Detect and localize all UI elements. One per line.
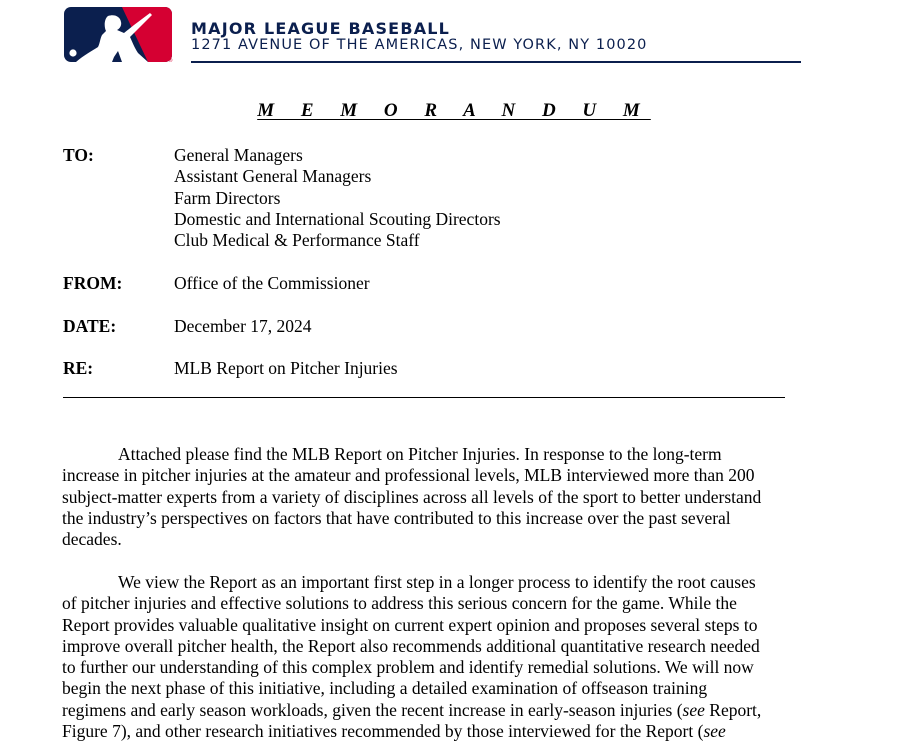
memo-title-text: M E M O R A N D U M: [257, 100, 651, 121]
paragraph-line: Report provides valuable qualitative insight on current expert opinion and proposes several steps to: [62, 614, 758, 635]
re-value: MLB Report on Pitcher Injuries: [174, 358, 398, 378]
to-recipient: Assistant General Managers: [174, 166, 372, 187]
to-recipients: [174, 145, 501, 251]
org-name: MAJOR LEAGUE BASEBALL: [191, 19, 451, 38]
re-label: RE:: [63, 358, 94, 378]
org-address: 1271 AVENUE OF THE AMERICAS, NEW YORK, NY 10020: [191, 37, 648, 53]
paragraph-line: improve overall pitcher health, the Report also recommends additional quantitative research needed: [62, 635, 760, 656]
memo-title: [0, 100, 900, 122]
paragraph-line: increase in pitcher injuries at the amateur and professional levels, MLB interviewed more than 200: [62, 465, 755, 486]
paragraph-line: decades.: [62, 529, 122, 550]
paragraph-line: subject-matter experts from a variety of disciplines across all levels of the sport to better understand: [62, 486, 762, 507]
line-text: regimens and early season workloads, given the recent increase in early-season injuries (: [62, 699, 683, 720]
body-paragraph-1: [62, 444, 812, 550]
paragraph-line: Attached please find the MLB Report on Pitcher Injuries. In response to the long-term: [118, 444, 722, 464]
body-paragraph-2: [62, 572, 812, 742]
to-recipient: General Managers: [174, 145, 303, 165]
date-label: DATE:: [63, 316, 117, 336]
to-recipient: Domestic and International Scouting Directors: [174, 208, 501, 229]
header-divider: [63, 397, 785, 398]
date-value: December 17, 2024: [174, 316, 312, 336]
line-text: Report,: [704, 699, 762, 720]
mlb-logo-icon: [64, 7, 174, 63]
paragraph-line: of pitcher injuries and effective solutions to address this serious concern for the game. While the: [62, 593, 737, 614]
line-text: Figure 7), and other research initiatives recommended by those interviewed for the Report (: [62, 721, 704, 742]
italic-see: see: [682, 699, 705, 720]
letterhead-rule: [191, 61, 801, 63]
paragraph-line: We view the Report as an important first step in a longer process to identify the root causes: [118, 572, 756, 592]
paragraph-line: [62, 700, 812, 721]
to-recipient: Farm Directors: [174, 187, 281, 208]
from-label: FROM:: [63, 273, 123, 293]
paragraph-line: begin the next phase of this initiative, including a detailed examination of offseason training: [62, 678, 708, 699]
paragraph-line: [62, 721, 812, 742]
to-label: TO:: [63, 145, 94, 165]
paragraph-line: to further our understanding of this complex problem and identify remedial solutions. We will now: [62, 657, 754, 678]
letterhead: [64, 7, 804, 67]
italic-see: see: [703, 721, 726, 742]
from-value: Office of the Commissioner: [174, 273, 370, 293]
svg-text:®: ®: [168, 58, 173, 63]
to-recipient: Club Medical & Performance Staff: [174, 230, 420, 251]
paragraph-line: the industry’s perspectives on factors that have contributed to this increase over the past several: [62, 507, 731, 528]
